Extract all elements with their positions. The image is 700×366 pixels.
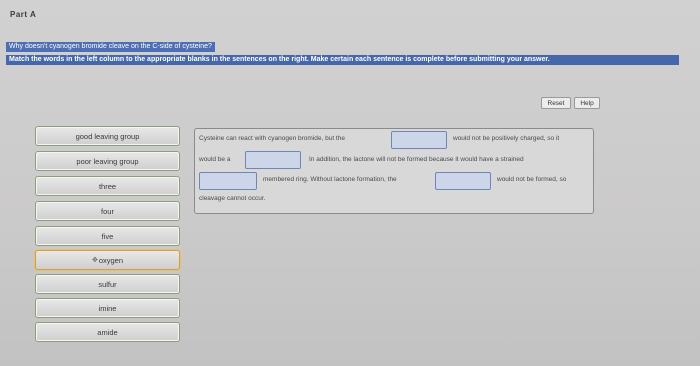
sentence-text: cleavage cannot occur. (199, 195, 266, 202)
move-cursor-icon: ✥ (91, 257, 98, 264)
sentence-text: membered ring. Without lactone formation, the (263, 176, 397, 183)
word-label: oxygen (98, 255, 124, 265)
drop-blank-4[interactable] (435, 172, 491, 190)
word-four[interactable] (35, 201, 180, 221)
word-sulfur[interactable] (35, 274, 180, 294)
word-amide[interactable] (35, 322, 180, 342)
word-oxygen[interactable] (35, 250, 180, 270)
word-good-leaving-group[interactable] (35, 126, 180, 146)
sentence-text: would be a (199, 156, 231, 163)
sentence-panel (194, 128, 594, 214)
word-poor-leaving-group[interactable] (35, 151, 180, 171)
sentence-text: Cysteine can react with cyanogen bromide, but the (199, 135, 345, 142)
word-label: five (101, 231, 114, 241)
sentence-text: would not be positively charged, so it (453, 135, 560, 142)
question-text: Why doesn't cyanogen bromide cleave on the C-side of cysteine? (6, 42, 215, 52)
sentence-text: would not be formed, so (497, 176, 567, 183)
help-button[interactable]: Help (574, 97, 600, 109)
word-label: good leaving group (75, 131, 140, 141)
sentence-text: In addition, the lactone will not be formed because it would have a strained (309, 156, 524, 163)
drop-blank-3[interactable] (199, 172, 257, 190)
reset-button[interactable]: Reset (541, 97, 571, 109)
word-label: amide (97, 327, 118, 337)
drop-blank-1[interactable] (391, 131, 447, 149)
word-label: three (98, 181, 117, 191)
word-label: sulfur (98, 279, 117, 289)
word-label: imine (98, 303, 117, 313)
word-five[interactable] (35, 226, 180, 246)
part-title: Part A (10, 10, 37, 19)
word-label: poor leaving group (76, 156, 139, 166)
drop-blank-2[interactable] (245, 151, 301, 169)
word-label: four (101, 206, 114, 216)
word-imine[interactable] (35, 298, 180, 318)
word-three[interactable] (35, 176, 180, 196)
instructions-text: Match the words in the left column to the appropriate blanks in the sentences on the right. Make certain each sentence is complete before submitting your answer. (6, 55, 679, 65)
